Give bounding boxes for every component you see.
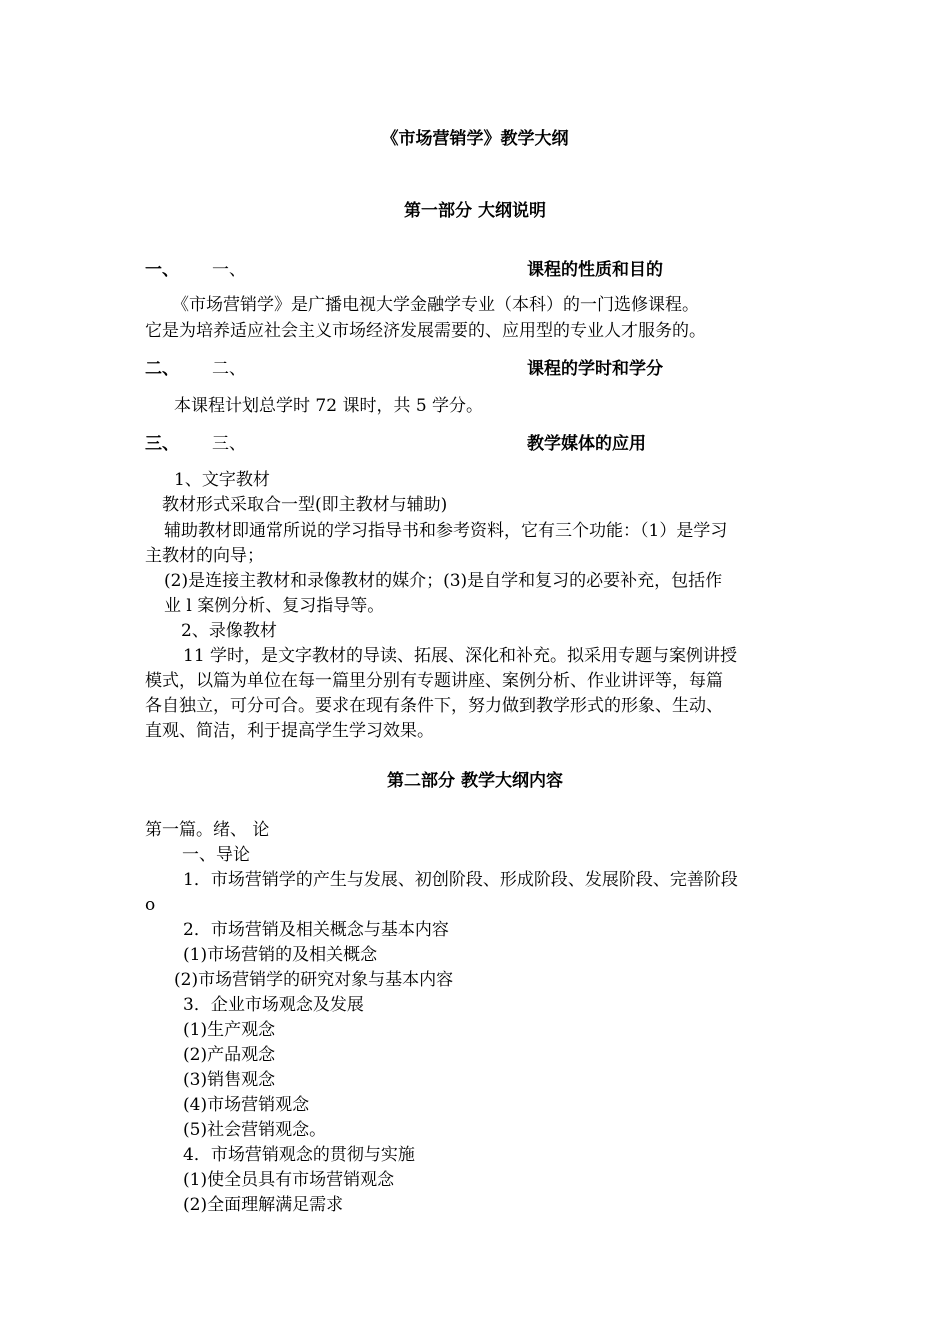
sec3-number-bold: 三、 (145, 434, 179, 454)
sec1-line: 《市场营销学》是广播电视大学金融学专业（本科）的一门选修课程。 (172, 295, 699, 315)
sec2-number: 二、 (212, 359, 246, 379)
sec1-number: 一、 (212, 260, 246, 280)
part2-line: 一、导论 (182, 845, 250, 865)
sec3-number: 三、 (212, 434, 246, 454)
sec3-line: 1、文字教材 (174, 470, 270, 490)
part2-line: o (145, 895, 156, 915)
sec1-title: 课程的性质和目的 (527, 260, 663, 280)
sec3-line: 教材形式采取合一型(即主教材与辅助) (162, 495, 448, 515)
part2-line: 4．市场营销观念的贯彻与实施 (183, 1145, 415, 1165)
sec2-number-bold: 二、 (145, 359, 179, 379)
part2-line: (1)使全员具有市场营销观念 (183, 1170, 395, 1190)
part2-line: (2)市场营销学的研究对象与基本内容 (174, 970, 454, 990)
part2-line: 3．企业市场观念及发展 (183, 995, 364, 1015)
part2-line: (4)市场营销观念 (183, 1095, 310, 1115)
sec3-line: 主教材的向导； (145, 546, 264, 566)
part2-line: (5)社会营销观念。 (183, 1120, 327, 1140)
part2-line: (1)市场营销的及相关概念 (183, 945, 378, 965)
part2-line: (3)销售观念 (183, 1070, 276, 1090)
sec1-number-bold: 一、 (145, 260, 179, 280)
part2-line: (2)产品观念 (183, 1045, 276, 1065)
sec3-line: 辅助教材即通常所说的学习指导书和参考资料，它有三个功能：（1）是学习 (164, 521, 728, 541)
sec2-line: 本课程计划总学时 72 课时，共 5 学分。 (174, 396, 484, 416)
sec3-line: 业 l 案例分析、复习指导等。 (164, 596, 385, 616)
part2-line: 1．市场营销学的产生与发展、初创阶段、形成阶段、发展阶段、完善阶段 (183, 870, 738, 890)
sec3-line: 11 学时，是文字教材的导读、拓展、深化和补充。拟采用专题与案例讲授 (183, 646, 738, 666)
part2-line: 第一篇。绪、 论 (145, 820, 270, 840)
sec1-line: 它是为培养适应社会主义市场经济发展需要的、应用型的专业人才服务的。 (145, 321, 706, 341)
sec2-title: 课程的学时和学分 (527, 359, 663, 379)
sec3-line: (2)是连接主教材和录像教材的媒介；(3)是自学和复习的必要补充，包括作 (164, 571, 723, 591)
part2-line: (1)生产观念 (183, 1020, 276, 1040)
part2-heading: 第二部分 教学大纲内容 (387, 771, 563, 791)
part2-line: 2．市场营销及相关概念与基本内容 (183, 920, 449, 940)
document-title: 《市场营销学》教学大纲 (381, 129, 569, 149)
part1-heading: 第一部分 大纲说明 (404, 201, 546, 221)
sec3-line: 模式，以篇为单位在每一篇里分别有专题讲座、案例分析、作业讲评等，每篇 (145, 671, 723, 691)
sec3-title: 教学媒体的应用 (527, 434, 646, 454)
sec3-line: 2、录像教材 (181, 621, 277, 641)
part2-line: (2)全面理解满足需求 (183, 1195, 344, 1215)
sec3-line: 各自独立，可分可合。要求在现有条件下，努力做到教学形式的形象、生动、 (145, 696, 723, 716)
sec3-line: 直观、简洁，利于提高学生学习效果。 (145, 721, 434, 741)
